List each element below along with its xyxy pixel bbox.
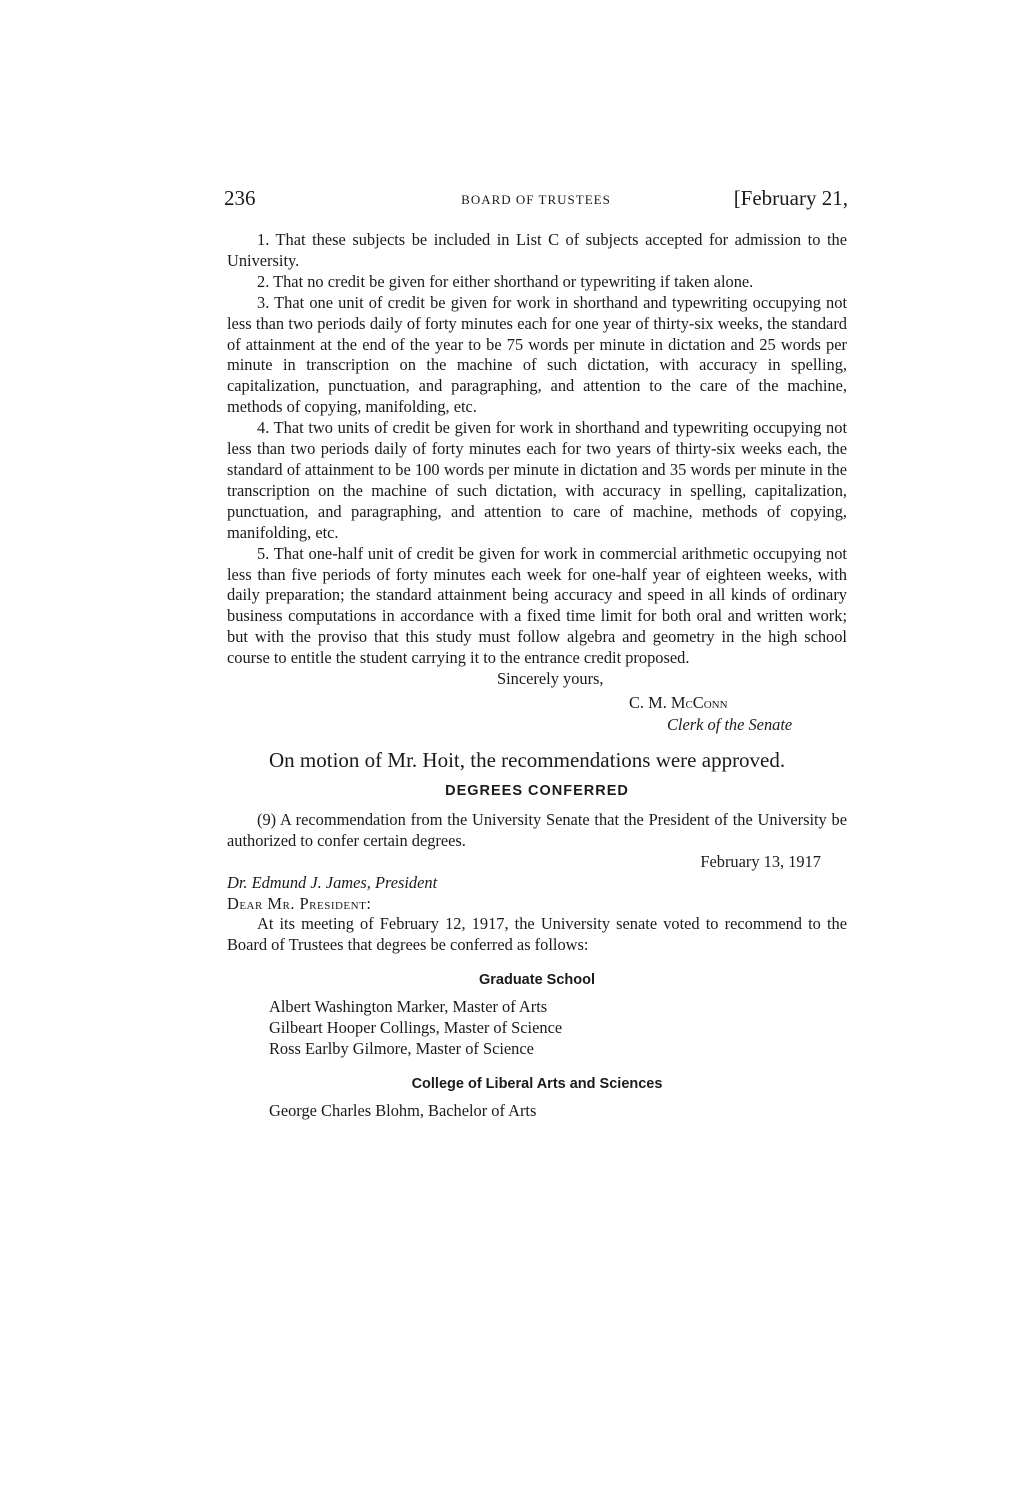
section-heading: DEGREES CONFERRED <box>445 783 629 800</box>
degrees-body: At its meeting of February 12, 1917, the University senate voted to recommend to the Board of Trustees that degrees be conferred as follows: <box>227 914 847 955</box>
las-heading: College of Liberal Arts and Sciences <box>411 1075 663 1092</box>
list-item: Gilbeart Hooper Collings, Master of Science <box>269 1018 563 1038</box>
recommendation-5: 5. That one-half unit of credit be given for work in commercial arithmetic occupying not less than five periods of forty minutes each week for one-half year of eighteen weeks, with daily preparation; the standard attainment being accuracy and speed in all kinds of ordinary business computations in accordance with a fixed time limit for both oral and written work; but with the proviso that this study must follow algebra and geometry in the high school course to entitle the student carrying it to the entrance credit proposed. <box>227 543 847 668</box>
recommendation-1: 1. That these subjects be included in List C of subjects accepted for admission to the University. <box>227 230 847 270</box>
header-date: [February 21, <box>733 186 848 210</box>
graduate-list <box>269 997 847 1060</box>
recommendation-3: 3. That one unit of credit be given for work in shorthand and typewriting occupying not less than two periods daily of forty minutes each for one year of thirty-six weeks, the standard of attainment at the end of the year to be 75 words per minute in dictation and 25 words per minute in transcription on the machine of such dictation, with accuracy in spelling, capitalization, punctuation, and paragraphing, and attention to the care of the machine, methods of copying, manifolding, etc. <box>227 292 847 417</box>
degrees-intro: (9) A recommendation from the University Senate that the President of the University be authorized to confer certain degrees. <box>227 809 847 850</box>
salutation: Dear Mr. President: <box>227 893 372 913</box>
addressee: Dr. Edmund J. James, President <box>227 872 438 892</box>
motion-statement: On motion of Mr. Hoit, the recommendations were approved. <box>269 748 786 773</box>
recommendation-4: 4. That two units of credit be given for work in shorthand and typewriting occupying not less than two periods daily of forty minutes each for two years of thirty-six weeks each, the standard of attainment to be 100 words per minute in dictation and 35 words per minute in the transcription on the machine of such dictation, with accuracy in spelling, capitalization, punctuation, and paragraphing, and attention to care of machine, methods of copying, manifolding, etc. <box>227 418 847 542</box>
page-number: 236 <box>224 186 256 210</box>
list-item: Ross Earlby Gilmore, Master of Science <box>269 1039 534 1058</box>
recommendation-2: 2. That no credit be given for either shorthand or typewriting if taken alone. <box>257 271 754 291</box>
page-body <box>227 230 847 1122</box>
list-item: George Charles Blohm, Bachelor of Arts <box>269 1100 537 1120</box>
page-header <box>224 186 848 216</box>
closing: Sincerely yours, <box>497 669 604 689</box>
signer-title: Clerk of the Senate <box>667 715 793 735</box>
signoff <box>227 669 847 737</box>
letter-date: February 13, 1917 <box>700 851 821 871</box>
signer-name: C. M. McConn <box>629 693 728 713</box>
las-list <box>269 1101 847 1122</box>
list-item: Albert Washington Marker, Master of Arts <box>269 997 548 1017</box>
graduate-school-heading: Graduate School <box>478 972 596 989</box>
running-title: BOARD OF TRUSTEES <box>461 192 611 207</box>
